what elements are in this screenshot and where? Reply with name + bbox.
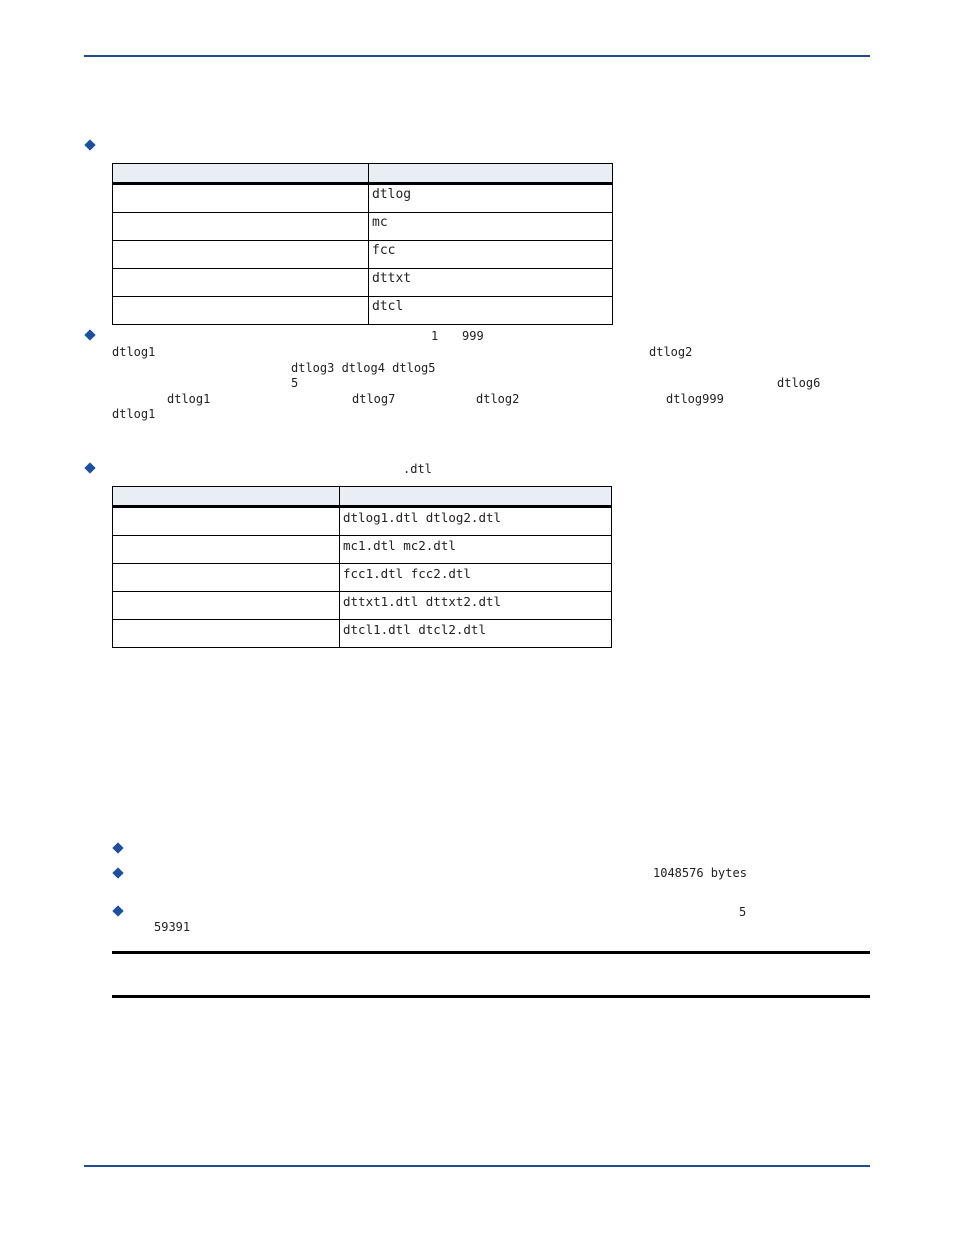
table-row <box>113 184 613 213</box>
table-cell <box>113 184 369 213</box>
table-cell: dtcl <box>369 297 613 325</box>
table-row <box>113 592 612 620</box>
table-cell: dtlog1.dtl dtlog2.dtl <box>340 507 612 536</box>
table-cell <box>113 269 369 297</box>
table-row <box>113 241 613 269</box>
note-text: 59391 <box>154 920 191 934</box>
bullet-diamond-icon <box>112 842 123 853</box>
table-header-cell <box>369 164 613 184</box>
table-cell <box>113 507 340 536</box>
table-header-cell <box>113 164 369 184</box>
table-header-row <box>113 164 613 184</box>
section-rule <box>112 995 870 998</box>
table-cell: fcc1.dtl fcc2.dtl <box>340 564 612 592</box>
bullet-diamond-icon <box>112 905 123 916</box>
filename-prefix-table <box>112 163 613 325</box>
bullet-diamond-icon <box>84 329 95 340</box>
table-row <box>113 213 613 241</box>
para-text: 1 <box>431 329 439 343</box>
section-rule <box>112 951 870 954</box>
table-cell: mc <box>369 213 613 241</box>
bullet-diamond-icon <box>112 867 123 878</box>
header-rule <box>84 55 870 57</box>
table-cell <box>113 297 369 325</box>
para-text: dtlog7 <box>352 392 396 406</box>
table-cell <box>113 213 369 241</box>
table-row <box>113 564 612 592</box>
para-text: dtlog6 <box>777 376 821 390</box>
para-text: dtlog3 dtlog4 dtlog5 <box>291 361 436 375</box>
bullet-diamond-icon <box>84 462 95 473</box>
table-cell: fcc <box>369 241 613 269</box>
table-header-cell <box>113 487 340 507</box>
table-row <box>113 536 612 564</box>
filename-example-table <box>112 486 612 648</box>
table-cell <box>113 564 340 592</box>
table-row <box>113 620 612 648</box>
para-text: .dtl <box>403 462 432 476</box>
table-row <box>113 507 612 536</box>
table-cell <box>113 592 340 620</box>
table-row <box>113 269 613 297</box>
para-text: 999 <box>462 329 484 343</box>
para-text: dtlog2 <box>649 345 693 359</box>
table-row <box>113 297 613 325</box>
table-cell <box>113 536 340 564</box>
para-text: 5 <box>291 376 299 390</box>
table-cell: dttxt1.dtl dttxt2.dtl <box>340 592 612 620</box>
table-header-row <box>113 487 612 507</box>
para-text: dtlog999 <box>666 392 724 406</box>
table-header-cell <box>340 487 612 507</box>
note-text: 1048576 bytes <box>653 866 747 880</box>
bullet-diamond-icon <box>84 139 95 150</box>
table-cell: dtlog <box>369 184 613 213</box>
table-cell <box>113 241 369 269</box>
para-text: dtlog1 <box>112 407 156 421</box>
para-text: dtlog1 <box>112 345 156 359</box>
para-text: dtlog1 <box>167 392 211 406</box>
table-cell: dtcl1.dtl dtcl2.dtl <box>340 620 612 648</box>
footer-rule <box>84 1165 870 1167</box>
note-text: 5 <box>739 905 747 919</box>
table-cell <box>113 620 340 648</box>
table-cell: dttxt <box>369 269 613 297</box>
table-cell: mc1.dtl mc2.dtl <box>340 536 612 564</box>
para-text: dtlog2 <box>476 392 520 406</box>
